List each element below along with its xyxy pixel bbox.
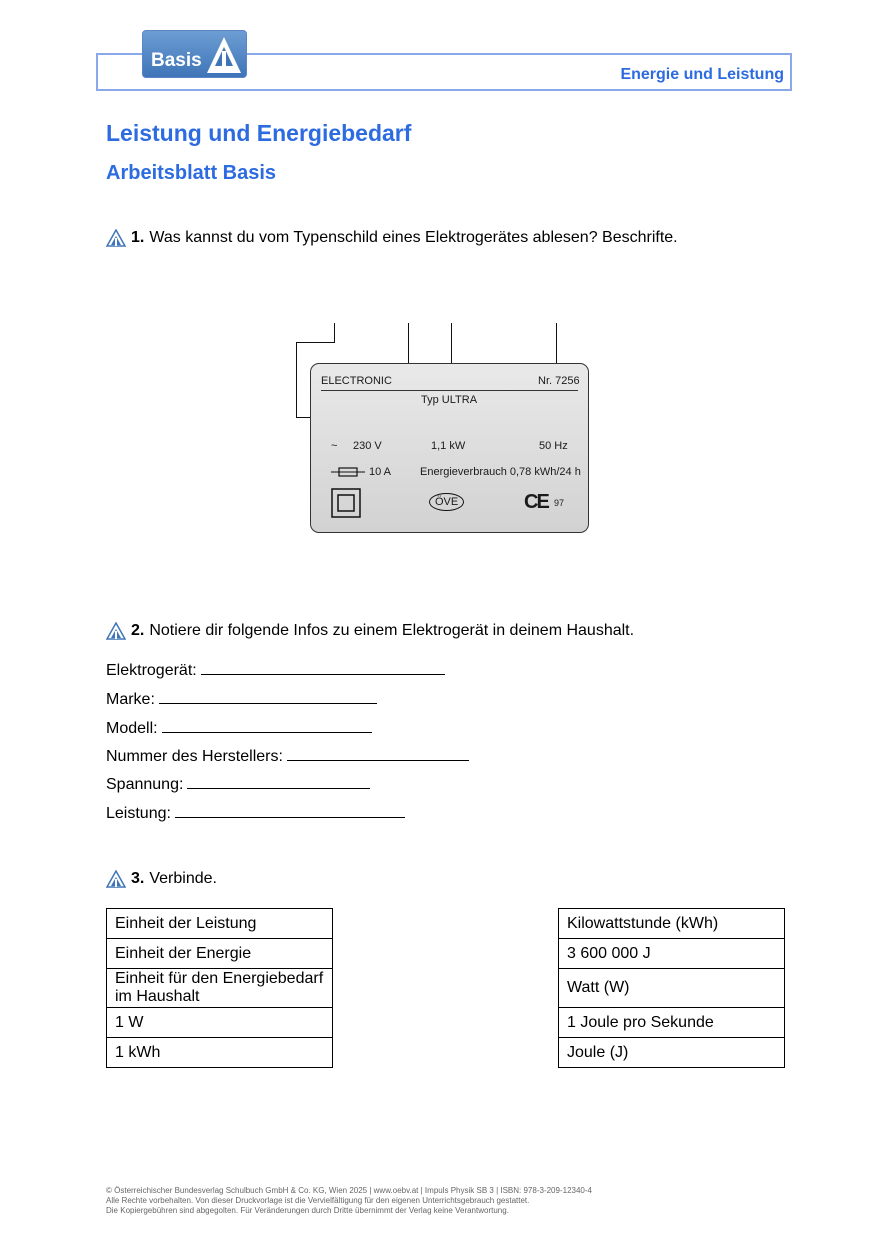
form-label: Spannung: <box>106 776 184 793</box>
nameplate-frequency: 50 Hz <box>539 440 568 452</box>
form-field-brand <box>106 689 377 709</box>
form-label: Marke: <box>106 691 155 708</box>
table-row <box>559 1038 785 1068</box>
nameplate-number: Nr. 7256 <box>538 375 580 387</box>
task-2 <box>106 622 634 640</box>
logo-text: Basis <box>151 50 202 71</box>
match-cell-left[interactable]: 1 kWh <box>107 1038 333 1068</box>
leader-line <box>296 342 297 418</box>
leader-line <box>334 323 335 343</box>
form-label: Elektrogerät: <box>106 662 197 679</box>
leader-line <box>296 342 335 343</box>
match-cell-left[interactable]: Einheit der Leistung <box>107 909 333 939</box>
match-table-right <box>558 908 785 1068</box>
match-cell-right[interactable]: Watt (W) <box>559 969 785 1008</box>
ce-year: 97 <box>554 498 565 508</box>
match-cell-left[interactable]: Einheit der Energie <box>107 939 333 969</box>
nameplate-power: 1,1 kW <box>431 440 466 452</box>
table-row <box>559 939 785 969</box>
match-table-left <box>106 908 333 1068</box>
form-label: Modell: <box>106 720 158 737</box>
form-field-power <box>106 803 405 823</box>
match-cell-right[interactable]: 1 Joule pro Sekunde <box>559 1008 785 1038</box>
form-field-model <box>106 718 372 738</box>
nameplate <box>310 363 589 533</box>
table-row <box>559 909 785 939</box>
match-cell-left[interactable]: 1 W <box>107 1008 333 1038</box>
task-text: Verbinde. <box>149 870 217 887</box>
table-row <box>107 969 333 1008</box>
match-cell-right[interactable]: Kilowattstunde (kWh) <box>559 909 785 939</box>
form-label: Nummer des Herstellers: <box>106 748 283 765</box>
nameplate-ac-symbol: ~ <box>331 440 338 452</box>
table-row <box>107 1038 333 1068</box>
table-row <box>559 969 785 1008</box>
task-3 <box>106 870 217 888</box>
page-title: Leistung und Energiebedarf <box>106 120 412 146</box>
nameplate-fuse: 10 A <box>369 466 392 478</box>
form-label: Leistung: <box>106 805 171 822</box>
nameplate-voltage: 230 V <box>353 440 382 452</box>
table-row <box>107 909 333 939</box>
footer-line: Alle Rechte vorbehalten. Von dieser Druckvorlage ist die Vervielfältigung für den eigenen Unterrichtsgebrauch gestattet. <box>106 1196 530 1205</box>
task-text: Was kannst du vom Typenschild eines Elektrogerätes ablesen? Beschrifte. <box>149 229 678 246</box>
task-1 <box>106 229 678 247</box>
answer-blank[interactable] <box>187 774 370 789</box>
header-topic: Energie und Leistung <box>620 66 784 83</box>
footer <box>106 1186 592 1216</box>
basis-level-icon <box>106 870 126 888</box>
table-row <box>107 1008 333 1038</box>
footer-line: © Österreichischer Bundesverlag Schulbuch GmbH & Co. KG, Wien 2025 | www.oebv.at | Impuls Physik SB 3 | ISBN: 978-3-209-12340-4 <box>106 1186 592 1195</box>
page-subtitle: Arbeitsblatt Basis <box>106 162 277 184</box>
match-cell-right[interactable]: Joule (J) <box>559 1038 785 1068</box>
task-number: 2. <box>131 622 145 639</box>
nameplate-brand: ELECTRONIC <box>321 375 392 387</box>
answer-blank[interactable] <box>201 660 445 675</box>
basis-level-icon <box>106 229 126 247</box>
form-field-voltage <box>106 774 370 794</box>
ove-mark: ÖVE <box>429 493 464 511</box>
fuse-icon <box>331 467 365 477</box>
footer-line: Die Kopiergebühren sind abgegolten. Für Veränderungen durch Dritte übernimmt der Verlag keine Verantwortung. <box>106 1206 509 1215</box>
task-number: 1. <box>131 229 145 246</box>
nameplate-type: Typ ULTRA <box>421 394 478 406</box>
answer-blank[interactable] <box>162 718 372 733</box>
form-field-manufacturer-number <box>106 746 469 766</box>
answer-blank[interactable] <box>159 689 377 704</box>
nameplate-divider <box>321 390 578 391</box>
double-insulation-icon <box>331 488 361 518</box>
triangle-logo-icon <box>205 35 243 75</box>
task-text: Notiere dir folgende Infos zu einem Elektrogerät in deinem Haushalt. <box>149 622 635 639</box>
answer-blank[interactable] <box>287 746 469 761</box>
table-row <box>559 1008 785 1038</box>
nameplate-consumption: Energieverbrauch 0,78 kWh/24 h <box>420 466 581 478</box>
ce-mark: CE <box>524 491 548 513</box>
task-number: 3. <box>131 870 145 887</box>
match-cell-left[interactable]: Einheit für den Energiebedarf im Haushalt <box>107 969 333 1008</box>
match-cell-right[interactable]: 3 600 000 J <box>559 939 785 969</box>
answer-blank[interactable] <box>175 803 405 818</box>
basis-logo <box>142 30 247 78</box>
table-row <box>107 939 333 969</box>
form-field-device <box>106 660 445 680</box>
basis-level-icon <box>106 622 126 640</box>
